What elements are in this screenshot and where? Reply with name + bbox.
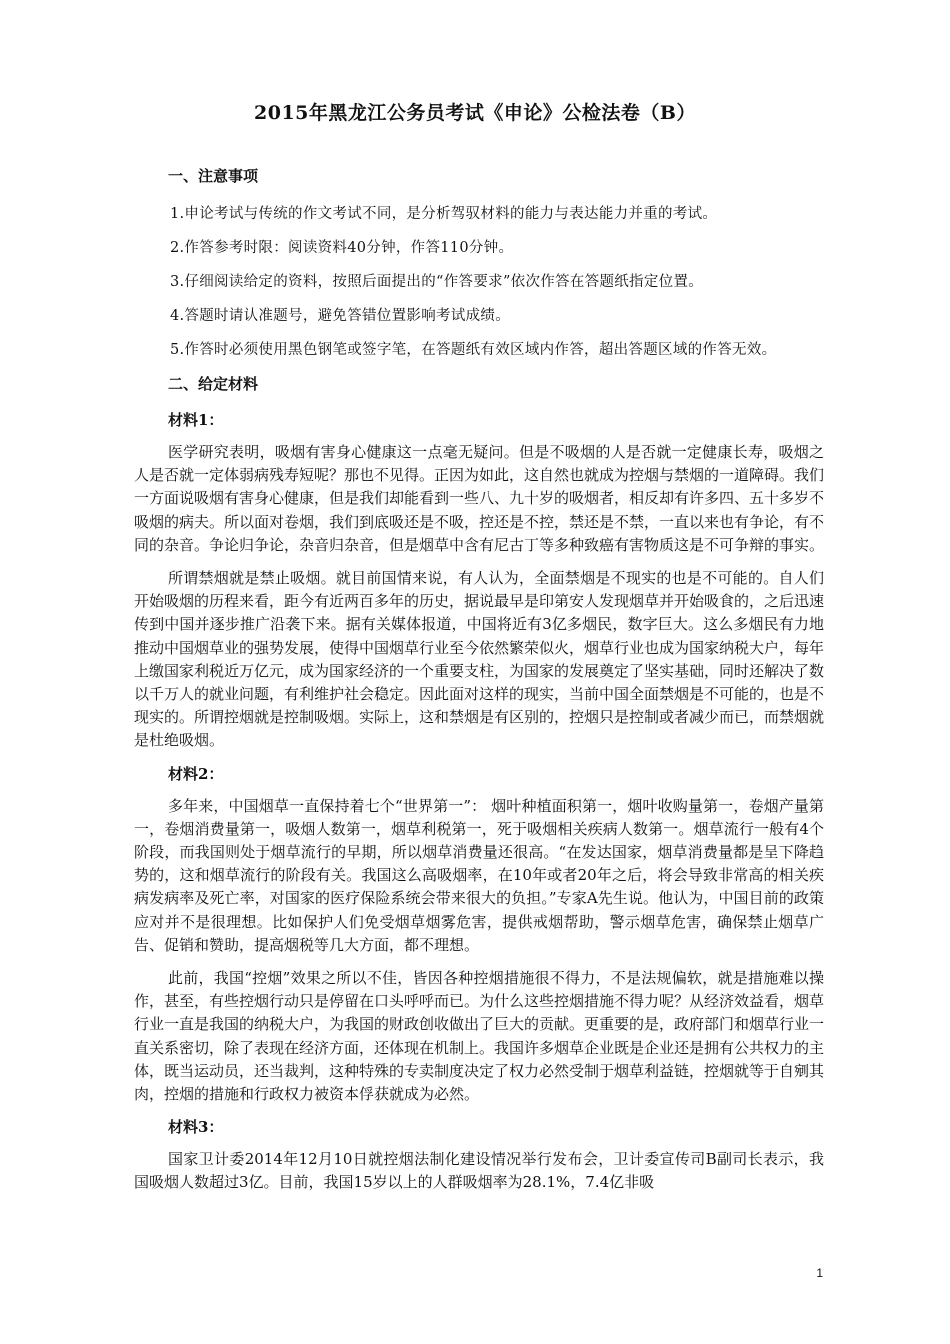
document-title: 2015年黑龙江公务员考试《申论》公检法卷（B） bbox=[254, 102, 696, 124]
section-heading-notes: 一、注意事项 bbox=[168, 167, 259, 185]
material-2-paragraph: 此前，我国“控烟”效果之所以不佳，皆因各种控烟措施很不得力，不是法规偏软，就是措施难以操作，甚至，有些控烟行动只是停留在口头呼呼而已。为什么这些控烟措施不得力呢？从经济效益看，烟草行业一直是我国的纳税大户，为我国的财政创收做出了巨大的贡献。更重要的是，政府部门和烟草行业一直关系密切，除了表现在经济方面，还体现在机制上。我国许多烟草企业既是企业还是拥有公共权力的主体，既当运动员，还当裁判，这种特殊的专卖制度决定了权力必然受制于烟草利益链，控烟就等于自剜其肉，控烟的措施和行政权力被资本俘获就成为必然。 bbox=[134, 969, 825, 1104]
note-item: 3.仔细阅读给定的资料，按照后面提出的“作答要求”依次作答在答题纸指定位置。 bbox=[170, 274, 704, 290]
document-body bbox=[134, 165, 824, 1205]
material-2-label: 材料2： bbox=[168, 764, 224, 783]
material-3-label: 材料3： bbox=[168, 1118, 224, 1137]
material-3-paragraph: 国家卫计委2014年12月10日就控烟法制化建设情况举行发布会，卫计委宣传司B副司长表示，我国吸烟人数超过3亿。目前，我国15岁以上的人群吸烟率为28.1%，7.4亿非吸 bbox=[134, 1150, 824, 1192]
material-1-paragraph: 所谓禁烟就是禁止吸烟。就目前国情来说，有人认为，全面禁烟是不现实的也是不可能的。自人们开始吸烟的历程来看，距今有近两百多年的历史，据说最早是印第安人发现烟草并开始吸食的，之后迅速传到中国并逐步推广沿袭下来。据有关媒体报道，中国将近有3亿多烟民，数字巨大。这么多烟民有力地推动中国烟草业的强势发展，使得中国烟草行业至今依然繁荣似火，烟草行业也成为国家纳税大户，每年上缴国家利税近万亿元，成为国家经济的一个重要支柱，为国家的发展奠定了坚实基础，同时还解决了数以千万人的就业问题，有利维护社会稳定。因此面对这样的现实，当前中国全面禁烟是不可能的，也是不现实的。所谓控烟就是控制吸烟。实际上，这和禁烟是有区别的，控烟只是控制或者减少而已，而禁烟就是杜绝吸烟。 bbox=[134, 569, 825, 750]
note-item: 5.作答时必须使用黑色钢笔或签字笔，在答题纸有效区域内作答，超出答题区域的作答无效。 bbox=[170, 342, 777, 358]
section-heading-materials: 二、给定材料 bbox=[168, 375, 259, 393]
note-item: 4.答题时请认准题号，避免答错位置影响考试成绩。 bbox=[170, 308, 511, 324]
page-number: 1 bbox=[816, 1266, 823, 1280]
note-item: 2.作答参考时限：阅读资料40分钟，作答110分钟。 bbox=[170, 240, 514, 256]
material-1-paragraph: 医学研究表明，吸烟有害身心健康这一点毫无疑问。但是不吸烟的人是否就一定健康长寿，吸烟之人是否就一定体弱病残寿短呢？那也不见得。正因为如此，这自然也就成为控烟与禁烟的一道障碍。我们一方面说吸烟有害身心健康，但是我们却能看到一些八、九十岁的吸烟者，相反却有许多四、五十多岁不吸烟的病夫。所以面对卷烟，我们到底吸还是不吸，控还是不控，禁还是不禁，一直以来也有争论，有不同的杂音。争论归争论，杂音归杂音，但是烟草中含有尼古丁等多种致癌有害物质这是不可争辩的事实。 bbox=[134, 443, 825, 554]
material-1-label: 材料1： bbox=[168, 411, 224, 429]
note-item: 1.申论考试与传统的作文考试不同，是分析驾驭材料的能力与表达能力并重的考试。 bbox=[170, 206, 718, 222]
material-2-paragraph: 多年来，中国烟草一直保持着七个“世界第一”： 烟叶种植面积第一，烟叶收购量第一，卷烟产量第一，卷烟消费量第一，吸烟人数第一，烟草利税第一，死于吸烟相关疾病人数第一。烟草流行一般有4个阶段，而我国则处于烟草流行的早期，所以烟草消费量还很高。“在发达国家，烟草消费量都是呈下降趋势的，这和烟草流行的阶段有关。我国这么高吸烟率，在10年或者20年之后，将会导致非常高的相关疾病发病率及死亡率，对国家的医疗保险系统会带来很大的负担。”专家A先生说。他认为，中国目前的政策应对并不是很理想。比如保护人们免受烟草烟雾危害，提供戒烟帮助，警示烟草危害，确保禁止烟草广告、促销和赞助，提高烟税等几大方面，都不理想。 bbox=[134, 796, 824, 954]
